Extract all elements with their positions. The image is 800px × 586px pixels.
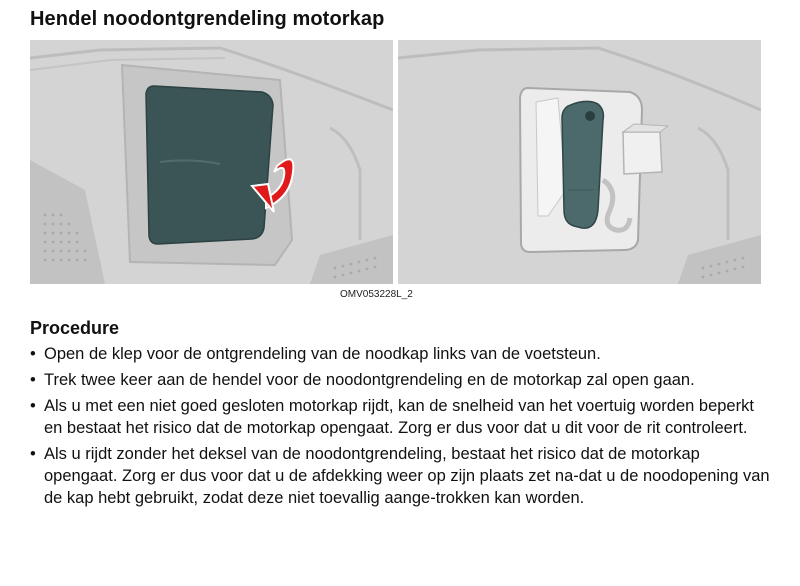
procedure-item: • Open de klep voor de ontgrendeling van de noodkap links van de voetsteun.: [30, 343, 770, 365]
procedure-list: [30, 343, 770, 513]
illustration-cover-closed: [30, 40, 393, 284]
procedure-heading: Procedure: [30, 318, 120, 338]
illustration-lever-exposed: [398, 40, 761, 284]
procedure-item: • Als u met een niet goed gesloten motorkap rijdt, kan de snelheid van het voertuig worden beperkt en bestaat het risico dat de motorkap opengaat. Zorg er dus voor dat u dit voor de rit controleert.: [30, 395, 770, 439]
page-title: Hendel noodontgrendeling motorkap: [30, 8, 385, 30]
procedure-item: • Als u rijdt zonder het deksel van de noodontgrendeling, bestaat het risico dat de motorkap opengaat. Zorg er dus voor dat u de afdekking weer op zijn plaats zet na-dat u de noodopening van de kap hebt gebruikt, zodat deze niet toevallig aange-trokken kan worden.: [30, 443, 770, 509]
figure-caption: OMV053228L_2: [340, 289, 413, 300]
procedure-item: • Trek twee keer aan de hendel voor de noodontgrendeling en de motorkap zal open gaan.: [30, 369, 770, 391]
